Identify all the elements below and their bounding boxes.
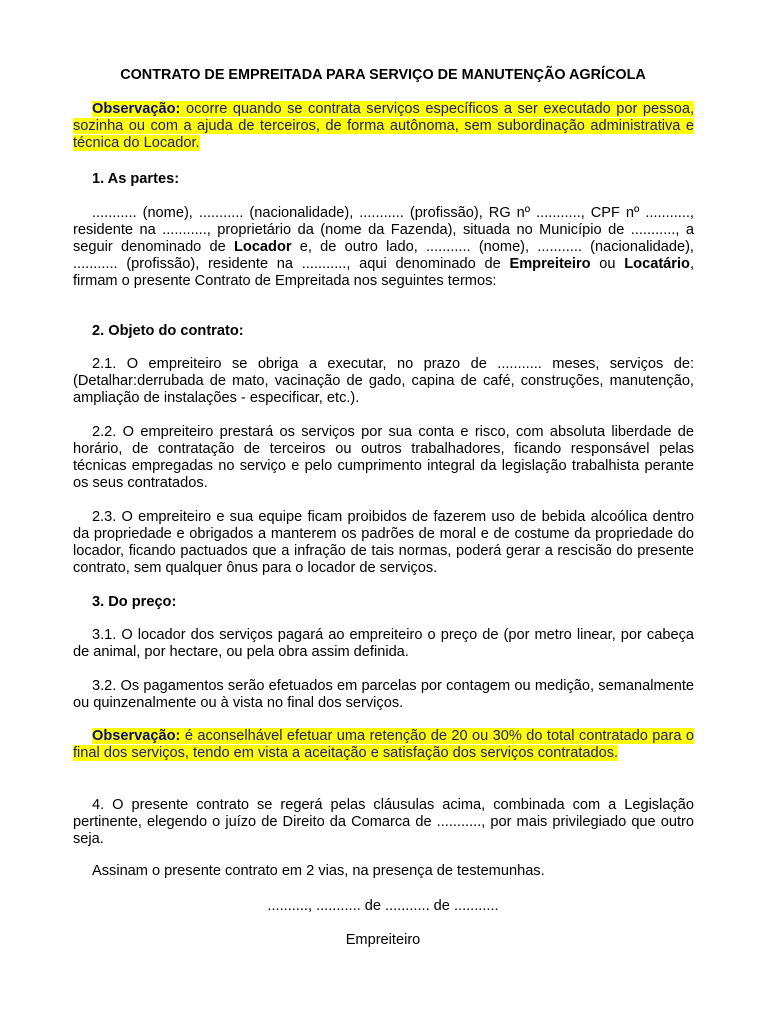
clause-3-1: 3.1. O locador dos serviços pagará ao empreiteiro o preço de (por metro linear, por cabeça de animal, por hectare, ou pela obra assim definida. (73, 627, 694, 660)
date-line: .........., ........... de ........... de ........... (267, 898, 499, 914)
partes-text-b: e, de outro lado, ........... (nome), ........... (nacionalidade), ........... (profissão), residente na ..........., aqui denominado de (73, 239, 694, 272)
term-locatario: Locatário (624, 256, 690, 272)
partes-text-c: ou (590, 256, 625, 272)
paragraph-partes (73, 205, 694, 290)
observation-text: ocorre quando se contrata serviços específicos a ser executado por pessoa, sozinha ou com a ajuda de terceiros, de forma autônoma, sem subordinação administrativa e técnica do Locador. (73, 101, 694, 151)
observation-text: é aconselhável efetuar uma retenção de 20 ou 30% do total contratado para o final dos serviços, tendo em vista a aceitação e satisfação dos serviços contratados. (73, 728, 694, 761)
clause-4: 4. O presente contrato se regerá pelas cláusulas acima, combinada com a Legislação pertinente, elegendo o juízo de Direito da Comarca de ..........., por mais privilegiado que outro seja. (73, 797, 694, 847)
term-empreiteiro: Empreiteiro (509, 256, 591, 272)
observation-note-2 (73, 728, 694, 762)
observation-note-1 (73, 101, 694, 152)
observation-label: Observação: (92, 101, 181, 117)
section-heading-partes: 1. As partes: (92, 171, 180, 187)
section-heading-preco: 3. Do preço: (92, 594, 177, 610)
document-title: CONTRATO DE EMPREITADA PARA SERVIÇO DE MANUTENÇÃO AGRÍCOLA (120, 67, 646, 83)
clause-3-2: 3.2. Os pagamentos serão efetuados em parcelas por contagem ou medição, semanalmente ou quinzenalmente ou à vista no final dos serviços. (73, 678, 694, 711)
partes-text-d: , firmam o presente Contrato de Empreitada nos seguintes termos: (73, 256, 695, 289)
signature-role: Empreiteiro (345, 932, 421, 948)
clause-2-1: 2.1. O empreiteiro se obriga a executar, no prazo de ........... meses, serviços de: (Detalhar:derrubada de mato, vacinação de gado, capina de café, construções, manutenção, ampliação de instalações - especificar, etc.). (73, 356, 694, 406)
section-heading-objeto: 2. Objeto do contrato: (92, 323, 244, 339)
partes-text-a: ........... (nome), ........... (nacionalidade), ........... (profissão), RG nº ..........., CPF nº ..........., residente na ..........., proprietário da (nome da Fazenda), situada no Município de ..........., a seguir denominado de (73, 205, 694, 255)
signing-statement: Assinam o presente contrato em 2 vias, na presença de testemunhas. (92, 863, 545, 879)
term-locador: Locador (233, 239, 292, 255)
clause-2-2: 2.2. O empreiteiro prestará os serviços por sua conta e risco, com absoluta liberdade de horário, de contratação de terceiros ou outros trabalhadores, ficando responsável pelas técnicas empregadas no serviço e pelo cumprimento integral da legislação trabalhista perante os seus contratados. (73, 424, 694, 491)
clause-2-3: 2.3. O empreiteiro e sua equipe ficam proibidos de fazerem uso de bebida alcoólica dentro da propriedade e obrigados a manterem os padrões de moral e de costume da propriedade do locador, ficando pactuados que a infração de tais normas, poderá gerar a rescisão do presente contrato, sem qualquer ônus para o locador de serviços. (73, 509, 694, 576)
observation-label: Observação: (92, 728, 181, 744)
